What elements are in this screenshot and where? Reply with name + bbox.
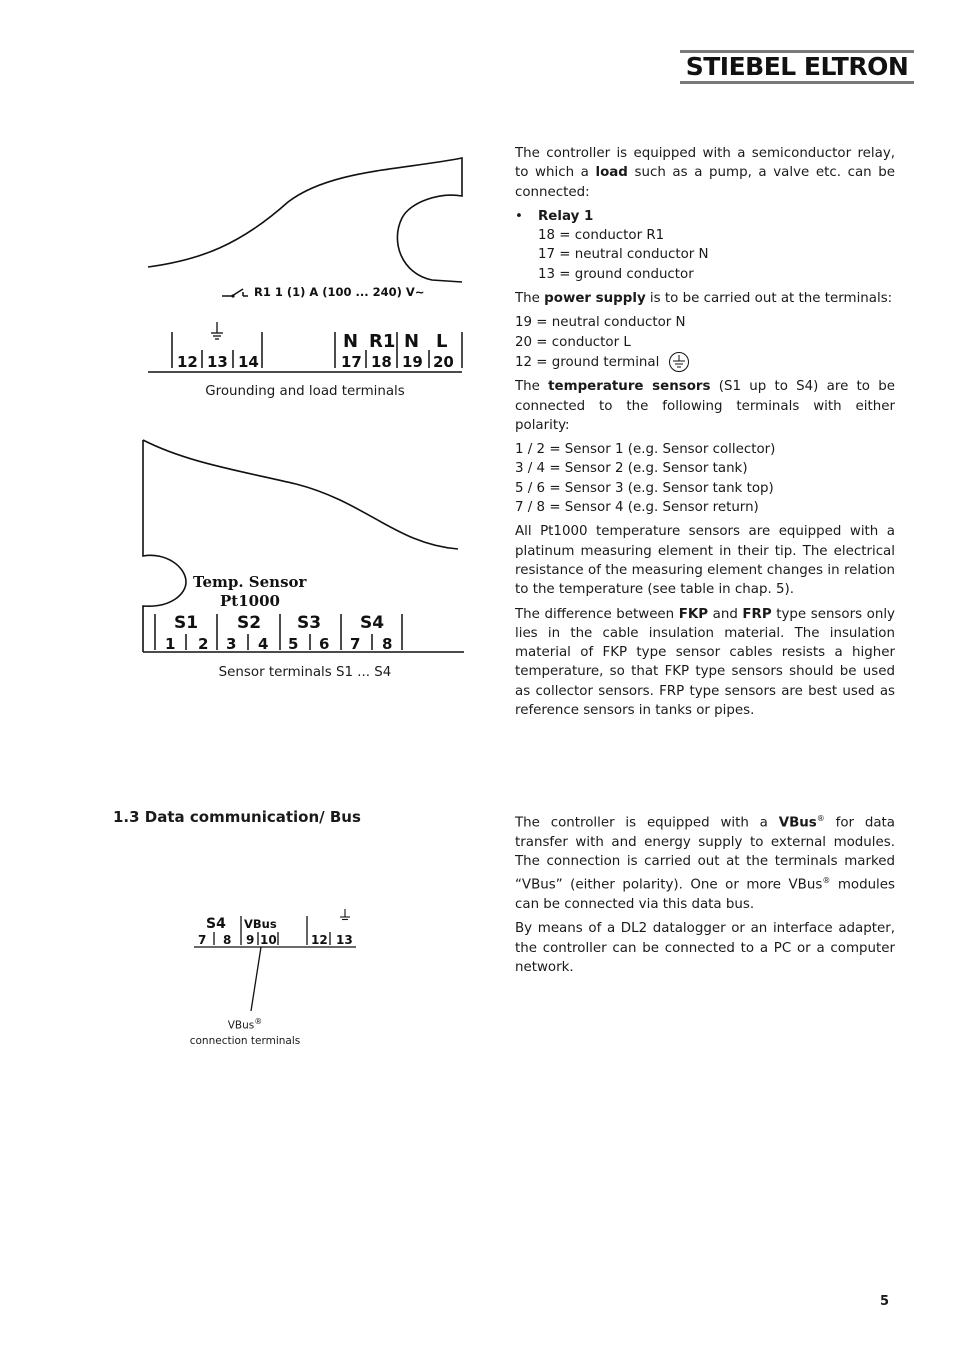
relay-list: • Relay 1 bbox=[515, 208, 594, 224]
terminal-label: 6 bbox=[319, 635, 330, 653]
list-item: 18 = conductor R1 bbox=[538, 228, 665, 244]
sensor-label: S1 bbox=[174, 613, 199, 633]
terminal-function-label: N bbox=[404, 331, 420, 352]
terminal-label: 12 bbox=[311, 933, 328, 947]
terminal-label: 12 bbox=[177, 353, 198, 371]
paragraph: The power supply is to be carried out at the terminals: bbox=[515, 291, 893, 307]
terminal-function-label: R1 bbox=[369, 331, 396, 352]
terminal-label: 17 bbox=[341, 353, 362, 371]
terminal-label: 13 bbox=[336, 933, 353, 947]
vbus-caption: VBus® connection terminals bbox=[189, 1017, 301, 1047]
right-column-upper bbox=[515, 144, 895, 725]
sensor-type-title: Temp. Sensor bbox=[193, 573, 307, 591]
list-item: 17 = neutral conductor N bbox=[538, 247, 709, 263]
ground-symbol-icon bbox=[211, 322, 223, 339]
sensor-type-subtitle: Pt1000 bbox=[220, 592, 280, 610]
sensor-label: S4 bbox=[360, 613, 385, 633]
terminal-label: 10 bbox=[260, 933, 277, 947]
sensor-label: S3 bbox=[297, 613, 322, 633]
list-item: 3 / 4 = Sensor 2 (e.g. Sensor tank) bbox=[515, 461, 748, 477]
list-item: 5 / 6 = Sensor 3 (e.g. Sensor tank top) bbox=[515, 480, 774, 496]
page-number: 5 bbox=[880, 1294, 890, 1309]
terminal-label: 7 bbox=[198, 933, 207, 947]
relay-title: Relay 1 bbox=[538, 208, 594, 224]
sensor-label: S4 bbox=[206, 916, 226, 932]
terminal-label: 2 bbox=[198, 635, 209, 653]
paragraph: The controller is equipped with a VBus® for data transfer with and energy supply to external modules. The connection is carried out at the terminals marked “VBus” (either polarity). One or more VBus® modules can be connected via this data bus. bbox=[515, 814, 895, 913]
relay-rating-label: R1 1 (1) A (100 ... 240) V~ bbox=[254, 285, 425, 299]
figure-caption: Sensor terminals S1 ... S4 bbox=[218, 665, 392, 680]
grounding-load-terminal-diagram bbox=[140, 150, 470, 382]
section-heading: 1.3 Data communication/ Bus bbox=[113, 808, 361, 826]
sensor-terminal-diagram bbox=[136, 432, 466, 662]
paragraph: The temperature sensors (S1 up to S4) are to be connected to the following terminals with either polarity: bbox=[515, 379, 895, 433]
paragraph: The difference between FKP and FRP type sensors only lies in the cable insulation material. The insulation material of FKP type sensor cables resists a higher temperature, so that FKP type sensors should be used as collector sensors. FRP type sensors are best used as reference sensors in tanks or pipes. bbox=[515, 606, 895, 719]
paragraph: All Pt1000 temperature sensors are equipped with a platinum measuring element in their tip. The electrical resistance of the measuring element changes in relation to the temperature (see table in chap. 5). bbox=[515, 524, 895, 598]
relay-items bbox=[515, 226, 895, 284]
list-item: 20 = conductor L bbox=[515, 334, 631, 350]
terminal-label: 9 bbox=[246, 933, 255, 947]
terminal-label: 8 bbox=[382, 635, 393, 653]
terminal-label: 3 bbox=[226, 635, 237, 653]
right-column-lower bbox=[515, 809, 895, 982]
list-item: 1 / 2 = Sensor 1 (e.g. Sensor collector) bbox=[515, 442, 776, 458]
terminal-label: 8 bbox=[223, 933, 232, 947]
list-item: 7 / 8 = Sensor 4 (e.g. Sensor return) bbox=[515, 500, 759, 516]
brand-logo-text: STIEBEL ELTRON bbox=[685, 52, 909, 81]
terminal-label: 20 bbox=[433, 353, 454, 371]
list-item: 12 = ground terminal bbox=[515, 352, 895, 372]
paragraph: The controller is equipped with a semiconductor relay, to which a load such as a pump, a valve etc. can be connected: bbox=[515, 146, 895, 200]
ground-terminal-icon bbox=[668, 352, 690, 372]
terminal-label: 14 bbox=[238, 353, 259, 371]
terminal-label: 4 bbox=[258, 635, 269, 653]
list-item: 13 = ground conductor bbox=[538, 266, 694, 282]
figure-caption: Grounding and load terminals bbox=[205, 384, 405, 399]
terminal-label: 13 bbox=[207, 353, 228, 371]
vbus-terminal-diagram bbox=[190, 905, 360, 1015]
terminal-label: 1 bbox=[165, 635, 176, 653]
brand-logo bbox=[680, 48, 914, 86]
power-items bbox=[515, 313, 895, 372]
list-item: 19 = neutral conductor N bbox=[515, 315, 686, 331]
sensor-items bbox=[515, 440, 895, 517]
terminal-function-label: L bbox=[436, 331, 448, 352]
sensor-label: S2 bbox=[237, 613, 262, 633]
terminal-label: 7 bbox=[350, 635, 361, 653]
terminal-label: 5 bbox=[288, 635, 299, 653]
vbus-label: VBus bbox=[244, 917, 277, 931]
ground-symbol-icon bbox=[340, 909, 350, 920]
terminal-label: 18 bbox=[371, 353, 392, 371]
terminal-label: 19 bbox=[402, 353, 423, 371]
terminal-function-label: N bbox=[343, 331, 359, 352]
paragraph: By means of a DL2 datalogger or an interface adapter, the controller can be connected to a PC or a computer network. bbox=[515, 921, 895, 976]
